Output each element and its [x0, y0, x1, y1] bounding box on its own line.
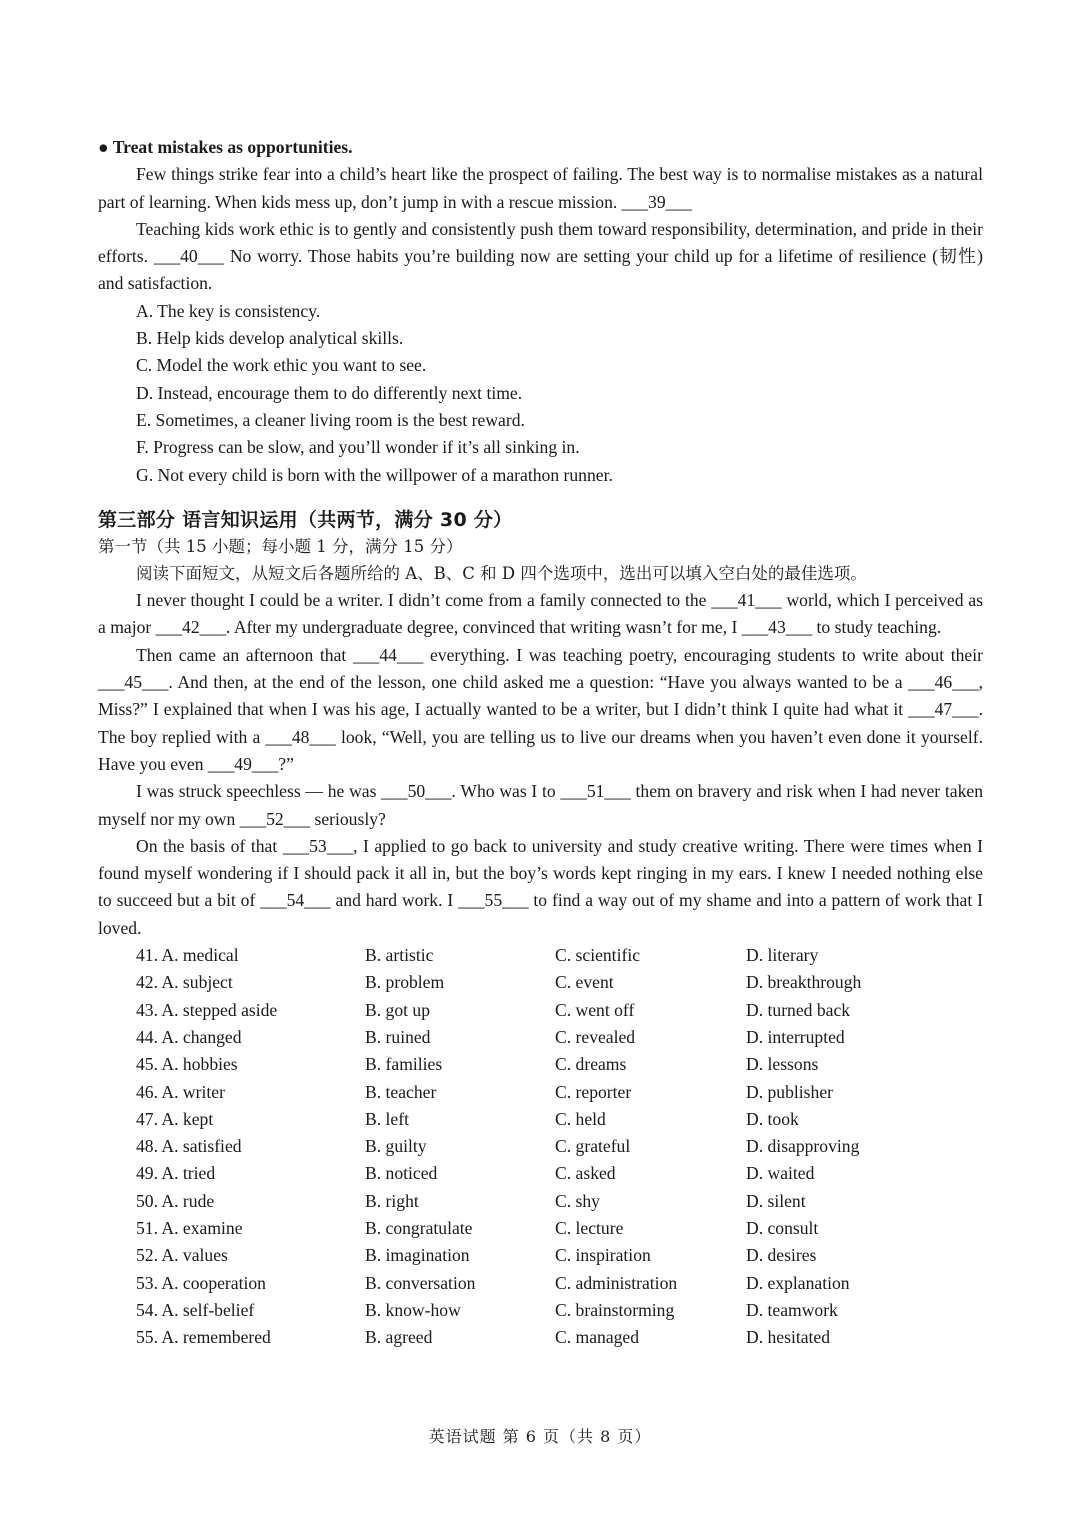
seven-choice-options [98, 298, 983, 489]
choice-option-c: C. managed [555, 1327, 640, 1348]
choice-option-a: 51. A. examine [136, 1217, 243, 1238]
choice-option-b: B. right [365, 1190, 419, 1211]
part-title: 第三部分 语言知识运用（共两节，满分 30 分） [98, 508, 513, 531]
choice-option-d: D. teamwork [746, 1299, 838, 1320]
choice-option-a: 44. A. changed [136, 1026, 242, 1047]
choice-option-d: D. hesitated [746, 1327, 831, 1348]
choice-option-d: D. consult [746, 1217, 819, 1238]
option-b: B. Help kids develop analytical skills. [136, 328, 404, 349]
choice-option-c: C. lecture [555, 1217, 624, 1238]
option-e: E. Sometimes, a cleaner living room is the best reward. [136, 409, 525, 430]
tip-heading: ● Treat mistakes as opportunities. [98, 137, 353, 157]
choice-row [136, 1270, 946, 1297]
choice-option-c: C. brainstorming [555, 1299, 675, 1320]
choice-option-c: C. event [555, 972, 614, 993]
choice-option-b: B. guilty [365, 1136, 427, 1157]
exam-page [98, 134, 983, 1351]
choice-option-a: 49. A. tried [136, 1163, 216, 1184]
choice-option-d: D. interrupted [746, 1026, 845, 1047]
option-f: F. Progress can be slow, and you’ll wonder if it’s all sinking in. [136, 437, 580, 458]
choice-option-a: 41. A. medical [136, 945, 239, 966]
choice-option-b: B. artistic [365, 945, 434, 966]
cloze-paragraph-1: I never thought I could be a writer. I didn’t come from a family connected to the ___41___ world, which I perceived as a major ___42___. After my undergraduate degree, convinced that writing wasn’t for me, I ___43___ to study teaching. [98, 590, 983, 638]
choice-option-a: 42. A. subject [136, 972, 233, 993]
choice-option-d: D. took [746, 1108, 799, 1129]
choice-option-c: C. revealed [555, 1026, 636, 1047]
choice-option-b: B. conversation [365, 1272, 476, 1293]
choice-row [136, 1133, 946, 1160]
choice-row [136, 1188, 946, 1215]
option-a: A. The key is consistency. [136, 300, 321, 321]
choice-option-a: 50. A. rude [136, 1190, 215, 1211]
choice-row [136, 1079, 946, 1106]
tip-paragraph-2: Teaching kids work ethic is to gently and consistently push them toward responsibility, determination, and pride in their efforts. ___40___ No worry. Those habits you’re building now are setting your child up for a lifetime of resilience (韧性) and satisfaction. [98, 218, 983, 294]
choice-option-c: C. shy [555, 1190, 600, 1211]
choice-row [136, 969, 946, 996]
choice-option-c: C. inspiration [555, 1245, 651, 1266]
choice-option-a: 46. A. writer [136, 1081, 225, 1102]
option-d: D. Instead, encourage them to do differently next time. [136, 382, 523, 403]
choice-option-d: D. lessons [746, 1054, 819, 1075]
cloze-paragraph-3: I was struck speechless — he was ___50___. Who was I to ___51___ them on bravery and risk when I had never taken myself nor my own ___52___ seriously? [98, 781, 983, 829]
choice-option-d: D. explanation [746, 1272, 850, 1293]
choice-option-d: D. silent [746, 1190, 806, 1211]
choice-option-c: C. administration [555, 1272, 678, 1293]
choice-option-c: C. dreams [555, 1054, 627, 1075]
choice-option-c: C. scientific [555, 945, 641, 966]
choice-option-a: 53. A. cooperation [136, 1272, 266, 1293]
choice-option-a: 52. A. values [136, 1245, 228, 1266]
choice-option-b: B. teacher [365, 1081, 437, 1102]
instruction: 阅读下面短文，从短文后各题所给的 A、B、C 和 D 四个选项中，选出可以填入空白处的最佳选项。 [136, 563, 867, 583]
choice-row [136, 1324, 946, 1351]
choice-row [136, 997, 946, 1024]
choice-option-d: D. waited [746, 1163, 815, 1184]
choice-option-b: B. problem [365, 972, 445, 993]
choice-option-a: 47. A. kept [136, 1108, 214, 1129]
choice-row [136, 1051, 946, 1078]
choice-option-b: B. ruined [365, 1026, 431, 1047]
choice-option-d: D. breakthrough [746, 972, 862, 993]
choice-option-c: C. held [555, 1108, 606, 1129]
cloze-paragraph-2: Then came an afternoon that ___44___ everything. I was teaching poetry, encouraging students to write about their ___45___. And then, at the end of the lesson, one child asked me a question: “Have you always wanted to be a ___46___, Miss?” I explained that when I was his age, I actually wanted to be a writer, but I didn’t think I quite had what it ___47___. The boy replied with a ___48___ look, “Well, you are telling us to live our dreams when you haven’t even done it yourself. Have you even ___49___?” [98, 644, 983, 774]
choice-option-d: D. turned back [746, 999, 851, 1020]
choice-row [136, 1215, 946, 1242]
choice-option-a: 54. A. self-belief [136, 1299, 255, 1320]
choice-row [136, 1242, 946, 1269]
choice-option-a: 45. A. hobbies [136, 1054, 238, 1075]
choice-option-c: C. went off [555, 999, 635, 1020]
page-footer: 英语试题 第 6 页（共 8 页） [428, 1427, 652, 1446]
choice-row [136, 1160, 946, 1187]
choice-option-b: B. imagination [365, 1245, 470, 1266]
choice-row [136, 1024, 946, 1051]
choice-option-c: C. reporter [555, 1081, 632, 1102]
choice-option-b: B. know-how [365, 1299, 461, 1320]
choice-option-d: D. desires [746, 1245, 817, 1266]
choice-option-b: B. left [365, 1108, 409, 1129]
choice-option-b: B. congratulate [365, 1217, 473, 1238]
choice-option-c: C. asked [555, 1163, 616, 1184]
choice-row [136, 1106, 946, 1133]
option-g: G. Not every child is born with the willpower of a marathon runner. [136, 464, 613, 485]
cloze-choices-table [136, 942, 946, 1351]
option-c: C. Model the work ethic you want to see. [136, 355, 427, 376]
choice-option-a: 43. A. stepped aside [136, 999, 278, 1020]
choice-option-d: D. disapproving [746, 1136, 860, 1157]
choice-option-c: C. grateful [555, 1136, 631, 1157]
choice-row [136, 942, 946, 969]
choice-option-a: 55. A. remembered [136, 1327, 271, 1348]
choice-option-d: D. literary [746, 945, 819, 966]
choice-option-b: B. agreed [365, 1327, 433, 1348]
section-subtitle: 第一节（共 15 小题；每小题 1 分，满分 15 分） [98, 536, 463, 556]
choice-option-b: B. noticed [365, 1163, 438, 1184]
choice-option-a: 48. A. satisfied [136, 1136, 242, 1157]
cloze-paragraph-4: On the basis of that ___53___, I applied to go back to university and study creative writing. There were times when I found myself wondering if I should pack it all in, but the boy’s words kept ringing in my ears. I knew I needed nothing else to succeed but a bit of ___54___ and hard work. I ___55___ to find a way out of my shame and into a pattern of work that I loved. [98, 835, 983, 938]
choice-option-b: B. families [365, 1054, 443, 1075]
choice-row [136, 1297, 946, 1324]
choice-option-d: D. publisher [746, 1081, 833, 1102]
tip-paragraph-1: Few things strike fear into a child’s heart like the prospect of failing. The best way is to normalise mistakes as a natural part of learning. When kids mess up, don’t jump in with a rescue mission. ___39___ [98, 164, 983, 212]
choice-option-b: B. got up [365, 999, 431, 1020]
